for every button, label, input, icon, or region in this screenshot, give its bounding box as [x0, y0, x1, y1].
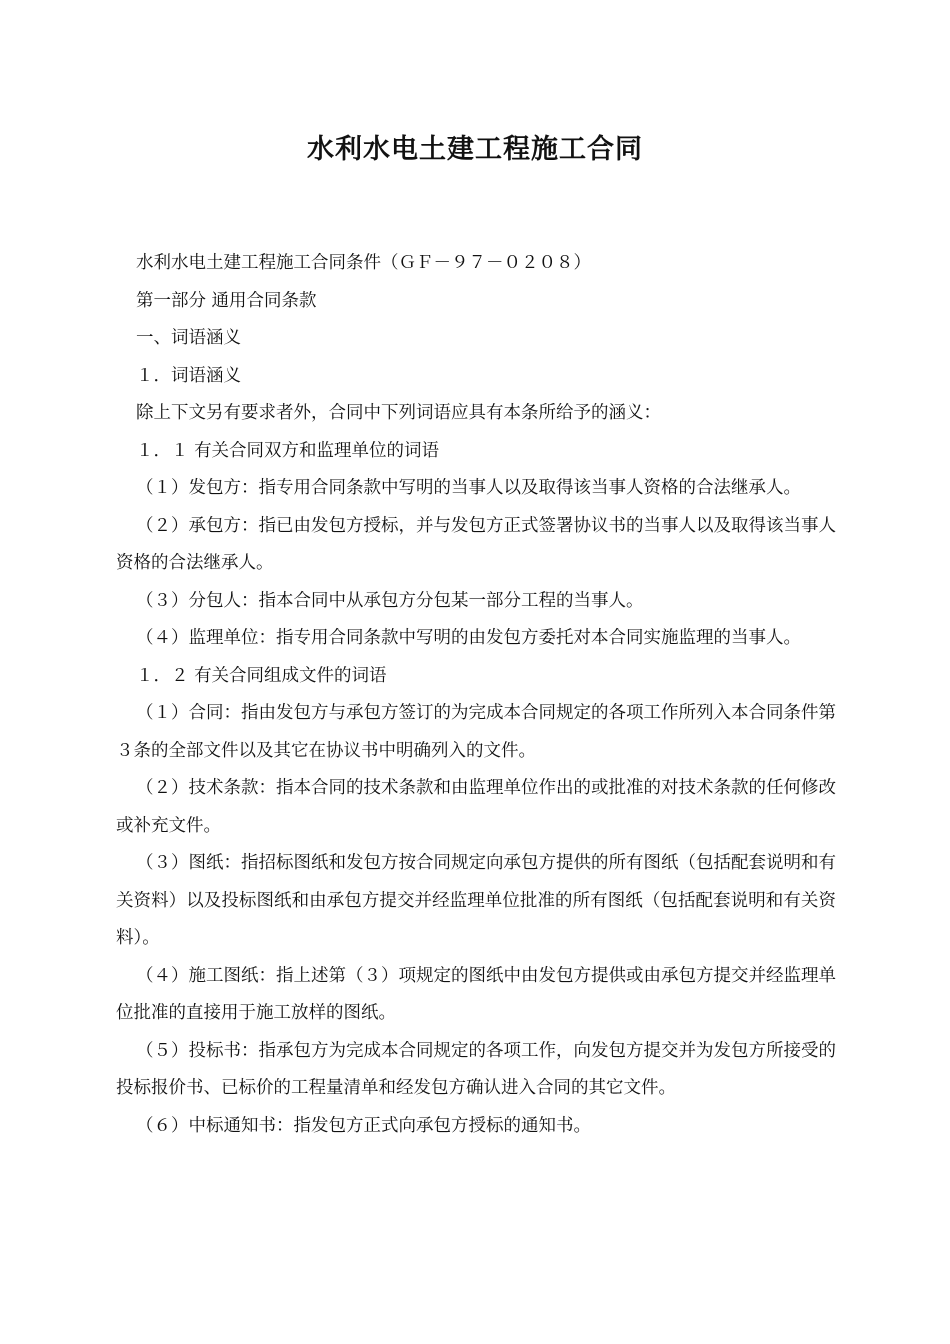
- paragraph-definition-contractor: （２）承包方：指已由发包方授标，并与发包方正式签署协议书的当事人以及取得该当事人资格的合法继承人。: [116, 515, 836, 573]
- paragraph-definition-contract: （１）合同：指由发包方与承包方签订的为完成本合同规定的各项工作所列入本合同条件第３条的全部文件以及其它在协议书中明确列入的文件。: [116, 703, 836, 761]
- paragraph-clause-1-1: １．１ 有关合同双方和监理单位的词语: [136, 440, 440, 461]
- paragraph-clause-1: １．词语涵义: [136, 365, 241, 386]
- document-title: 水利水电土建工程施工合同: [307, 134, 643, 165]
- paragraph-definition-subcontractor: （３）分包人：指本合同中从承包方分包某一部分工程的当事人。: [136, 590, 644, 611]
- paragraph-definition-employer: （１）发包方：指专用合同条款中写明的当事人以及取得该当事人资格的合法继承人。: [136, 478, 801, 498]
- paragraph-definition-tender: （５）投标书：指承包方为完成本合同规定的各项工作，向发包方提交并为发包方所接受的投标报价书、已标价的工程量清单和经发包方确认进入合同的其它文件。: [116, 1040, 836, 1098]
- paragraph-definition-technical-terms: （２）技术条款：指本合同的技术条款和由监理单位作出的或批准的对技术条款的任何修改或补充文件。: [116, 778, 836, 836]
- paragraph-clause-1-2: １．２ 有关合同组成文件的词语: [136, 665, 387, 686]
- paragraph-contract-conditions: 水利水电土建工程施工合同条件（ＧＦ－９７－０２０８）: [136, 253, 591, 273]
- paragraph-definition-award-notice: （６）中标通知书：指发包方正式向承包方授标的通知书。: [136, 1115, 591, 1136]
- paragraph-section-heading: 一、词语涵义: [136, 328, 241, 348]
- paragraph-intro: 除上下文另有要求者外，合同中下列词语应具有本条所给予的涵义：: [136, 403, 661, 423]
- paragraph-definition-supervisor: （４）监理单位：指专用合同条款中写明的由发包方委托对本合同实施监理的当事人。: [136, 628, 801, 648]
- paragraph-part-one: 第一部分 通用合同条款: [136, 290, 317, 311]
- document-body: [116, 245, 836, 1145]
- paragraph-definition-drawings: （３）图纸：指招标图纸和发包方按合同规定向承包方提供的所有图纸（包括配套说明和有关资料）以及投标图纸和由承包方提交并经监理单位批准的所有图纸（包括配套说明和有关资料）。: [116, 853, 836, 948]
- paragraph-definition-construction-drawings: （４）施工图纸：指上述第（３）项规定的图纸中由发包方提供或由承包方提交并经监理单位批准的直接用于施工放样的图纸。: [116, 965, 836, 1023]
